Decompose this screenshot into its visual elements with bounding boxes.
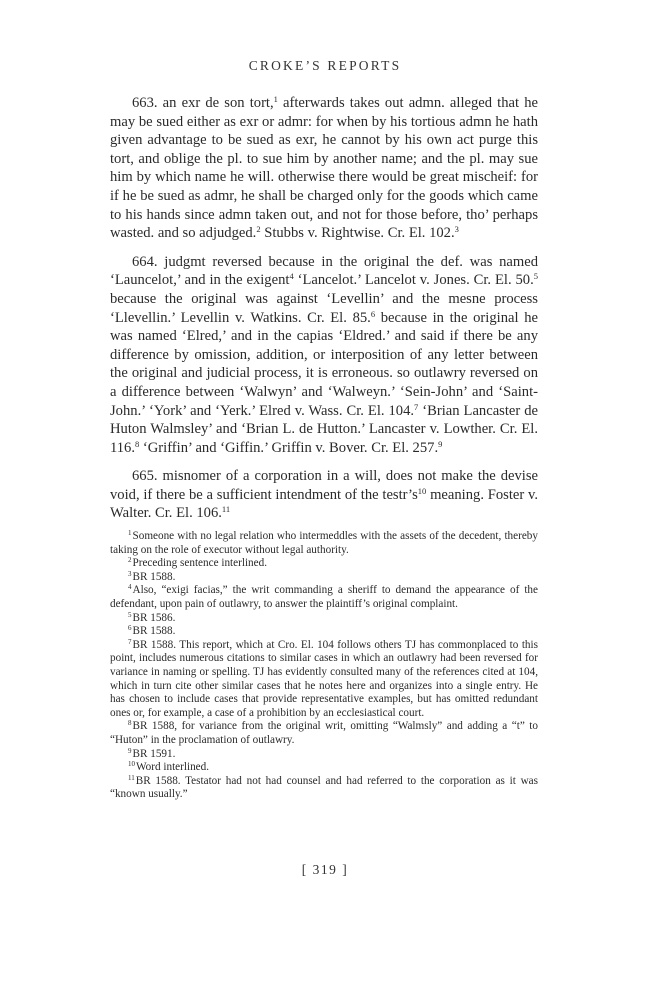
footnote	[110, 720, 538, 747]
footnote-text: Word interlined.	[136, 761, 210, 774]
footnote-ref: 7	[414, 401, 419, 412]
footnote-text: BR 1588.	[132, 570, 176, 583]
footnote-text: BR 1588, for variance from the original writ, omitting “Walmsly” and adding a “t” to “Huton” in the proclamation of outlawry.	[110, 720, 538, 746]
footnote-number: 2	[128, 556, 132, 565]
footnote-text: Someone with no legal relation who intermeddles with the assets of the decedent, thereby taking on the role of executor without legal authority.	[110, 530, 538, 556]
paragraph-text: meaning. Foster v. Walter. Cr. El. 106.	[110, 486, 539, 522]
paragraph-664	[110, 253, 538, 458]
footnote-text: BR 1588. This report, which at Cro. El. 104 follows others TJ has commonplaced to this point, includes numerous citations to similar cases in which an outlawry had been reversed for variance in naming or spelling. TJ has evidently consulted many of the references cited at 104, which in turn cite other similar cases that he notes here and organizes into a single entry. He has chosen to include cases that provide representative examples, but has omitted redundant ones or, for example, a case of a prohibition by an ecclesiastical court.	[110, 638, 538, 719]
footnote-number: 7	[128, 637, 132, 646]
paragraph-663	[110, 94, 538, 243]
paragraph-665	[110, 467, 538, 523]
footnote-number: 4	[128, 583, 132, 592]
footnote-ref: 10	[417, 485, 427, 496]
footnote-number: 5	[128, 610, 132, 619]
footnote	[110, 761, 538, 775]
page-number: [ 319 ]	[301, 862, 349, 877]
paragraph-text: because the original was against ‘Levellin’ and the mesne process ‘Llevellin.’ Levellin v. Watkins. Cr. El. 85.	[110, 290, 538, 326]
paragraph-text: 665. misnomer of a corporation in a will, does not make the devise void, if there be a sufficient intendment of the testr’s	[110, 468, 538, 503]
footnote-number: 9	[128, 746, 132, 755]
footnote-text: BR 1591.	[132, 747, 176, 760]
footnote	[110, 775, 538, 802]
paragraph-text: ‘Brian Lancaster de Huton Walmsley’ and ‘Brian L. de Hutton.’ Lancaster v. Lowther. Cr. El. 116.	[110, 402, 538, 456]
footnote	[110, 584, 538, 611]
main-text	[110, 94, 538, 523]
footnote-number: 3	[128, 569, 132, 578]
paragraph-text: 664. judgmt reversed because in the original the def. was named ‘Launcelot,’ and in the exigent	[110, 253, 538, 289]
footnote-ref: 5	[533, 271, 538, 282]
paragraph-text: 663. an exr de son tort,	[132, 95, 274, 111]
footnote-text: Preceding sentence interlined.	[132, 557, 268, 570]
footnote-text: BR 1588. Testator had not had counsel and had referred to the corporation as it was “known usually.”	[110, 774, 538, 801]
footnote-number: 10	[128, 760, 135, 769]
footnote-text: Also, “exigi facias,” the writ commanding a sheriff to demand the appearance of the defendant, upon pain of outlawry, to answer the plaintiff’s original complaint.	[110, 584, 538, 610]
footnote	[110, 557, 538, 571]
footnote-ref: 2	[256, 224, 261, 235]
footnote-ref: 4	[289, 271, 294, 282]
paragraph-text: ‘Lancelot.’ Lancelot v. Jones. Cr. El. 50.	[293, 272, 534, 289]
footnote-ref: 9	[438, 438, 443, 449]
footnote	[110, 748, 538, 762]
footnote-text: BR 1586.	[132, 611, 176, 624]
footnote	[110, 612, 538, 626]
footnote-ref: 3	[454, 224, 459, 235]
running-head: CROKE’S REPORTS	[248, 58, 402, 73]
footnote	[110, 639, 538, 721]
footnote-number: 8	[128, 719, 132, 728]
paragraph-text: Stubbs v. Rightwise. Cr. El. 102.	[260, 225, 455, 242]
footnote-number: 11	[128, 773, 135, 782]
footnote-number: 6	[128, 624, 132, 633]
footnote-number: 1	[128, 529, 132, 537]
footnote-ref: 11	[221, 504, 231, 515]
footnote-ref: 6	[370, 308, 376, 319]
footnote-ref: 8	[135, 438, 140, 449]
footnote-ref: 1	[273, 94, 278, 104]
footnotes	[110, 530, 538, 802]
footnote-text: BR 1588.	[132, 625, 176, 638]
paragraph-text: ‘Griffin’ and ‘Giffin.’ Griffin v. Bover. Cr. El. 257.	[139, 439, 439, 456]
paragraph-text: because in the original he was named ‘Elred,’ and in the capias ‘Eldred.’ and said if there be any difference by omission, addition, or interposition of any letter between the original and judicial process, it is erroneous. so outlawry reversed on a difference between ‘Walwyn’ and ‘Walweyn.’ ‘Sein-John’ and ‘Saint-John.’ ‘York’ and ‘Yerk.’ Elred v. Wass. Cr. El. 104.	[110, 309, 538, 419]
footnote	[110, 530, 538, 557]
footnote	[110, 571, 538, 585]
footnote	[110, 625, 538, 639]
paragraph-text: afterwards takes out admn. alleged that he may be sued either as exr or admr: for when by his tortious admn he hath given advantage to be sued as exr, he cannot by his own act purge this tort, and oblige the pl. to sue him by another name; and the pl. may sue him by which name he will. otherwise there would be great mischeif: for if he be sued as admr, he shall be charged only for the goods which came to his hands since admn taken out, and not for those before, tho’ perhaps wasted. and so adjudged.	[110, 95, 538, 242]
